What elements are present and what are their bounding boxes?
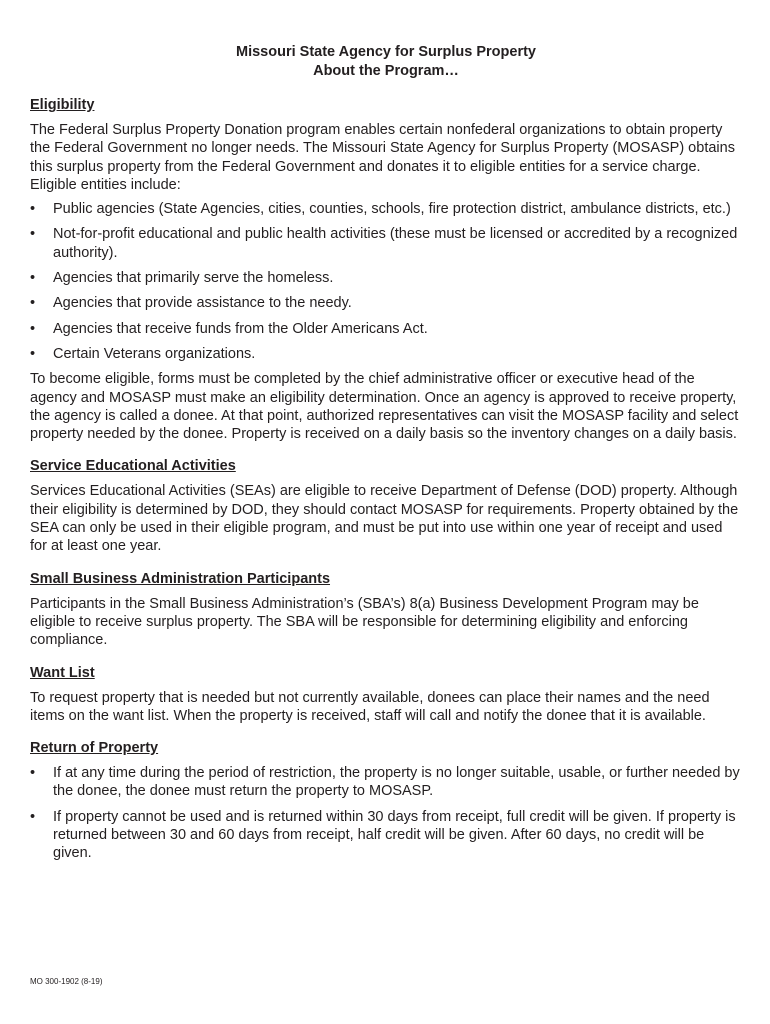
sea-heading: Service Educational Activities bbox=[30, 458, 236, 475]
bullet-icon: • bbox=[30, 226, 36, 243]
list-item: • Agencies that receive funds from the Older Americans Act. bbox=[30, 320, 428, 337]
document-page bbox=[30, 43, 742, 863]
sba-text: Participants in the Small Business Administration’s (SBA’s) 8(a) Business Development Program may be eligible to receive surplus property. The SBA will be responsible for determining eligibility and enforcing compliance. bbox=[30, 595, 699, 649]
list-item: • Agencies that provide assistance to the needy. bbox=[30, 295, 352, 312]
eligibility-intro: The Federal Surplus Property Donation program enables certain nonfederal organizations to obtain property the Federal Government no longer needs. The Missouri State Agency for Surplus Property (MOSASP) obtains this surplus property from the Federal Government and donates it to eligible entities for a service charge. Eligible entities include: bbox=[30, 122, 735, 193]
bullet-icon: • bbox=[30, 295, 36, 312]
bullet-icon: • bbox=[30, 320, 36, 337]
form-number: MO 300-1902 (8-19) bbox=[30, 977, 103, 986]
list-item: • Public agencies (State Agencies, cities, counties, schools, fire protection district, ambulance districts, etc.) bbox=[30, 201, 731, 218]
list-item: • Agencies that primarily serve the homeless. bbox=[30, 270, 334, 287]
list-item: • Not-for-profit educational and public health activities (these must be licensed or accredited by a recognized authority). bbox=[30, 226, 738, 261]
document-title: Missouri State Agency for Surplus Property bbox=[236, 44, 536, 60]
return-heading: Return of Property bbox=[30, 740, 159, 757]
sea-text: Services Educational Activities (SEAs) are eligible to receive Department of Defense (DOD) property. Although their eligibility is determined by DOD, they should contact MOSASP for requirements. Property obtained by the SEA can only be used in their eligible program, and must be put into use within one year of receipt and used for at least one year. bbox=[30, 483, 739, 555]
bullet-icon: • bbox=[30, 270, 36, 287]
want-list-heading: Want List bbox=[30, 664, 95, 681]
bullet-icon: • bbox=[30, 808, 36, 825]
eligibility-heading: Eligibility bbox=[30, 97, 95, 113]
want-list-text: To request property that is needed but not currently available, donees can place their names and the need items on the want list. When the property is received, staff will call and notify the donee that it is available. bbox=[30, 689, 710, 724]
list-item: • If property cannot be used and is returned within 30 days from receipt, full credit will be given. If property is returned between 30 and 60 days from receipt, half credit will be given. After 60 days, no credit will be given. bbox=[30, 808, 736, 862]
return-rules-list bbox=[30, 764, 742, 862]
list-item: • If at any time during the period of restriction, the property is no longer suitable, usable, or further needed by the donee, the donee must return the property to MOSASP. bbox=[30, 765, 740, 800]
document-subtitle: About the Program… bbox=[313, 63, 459, 79]
list-item: • Certain Veterans organizations. bbox=[30, 345, 256, 362]
bullet-icon: • bbox=[30, 201, 36, 218]
bullet-icon: • bbox=[30, 345, 36, 362]
eligible-entities-list bbox=[30, 200, 742, 363]
eligibility-process-text: To become eligible, forms must be completed by the chief administrative officer or executive head of the agency and MOSASP must make an eligibility determination. Once an agency is approved to receive property, the agency is called a donee. At that point, authorized representatives can visit the MOSASP facility and select property needed by the donee. Property is received on a daily basis so the inventory changes on a daily basis. bbox=[30, 371, 739, 443]
bullet-icon: • bbox=[30, 765, 36, 782]
sba-heading: Small Business Administration Participants bbox=[30, 570, 331, 587]
